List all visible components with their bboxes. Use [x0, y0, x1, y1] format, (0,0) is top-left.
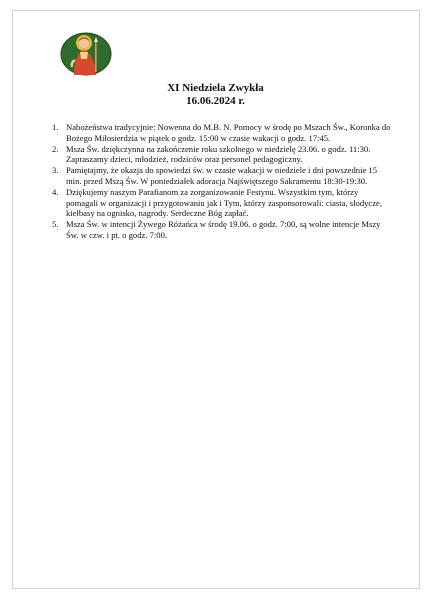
- item-number: 5.: [52, 219, 59, 230]
- announcement-list: [52, 122, 392, 241]
- item-text: Pamiętajmy, że okazja do spowiedzi św. w czasie wakacji w niedziele i dni powszednie 15 min. przed Mszą Św. W poniedziałek adoracja Najświętszego Sakramentu 18:30-19:30.: [66, 165, 378, 186]
- item-number: 1.: [52, 122, 59, 132]
- item-text: Msza Św. dziękczynna na zakończenie roku szkolnego w niedzielę 23.06. o godz. 11:30. Zapraszamy dzieci, młodzież, rodziców oraz personel pedagogiczny.: [66, 143, 371, 165]
- list-item: [52, 187, 392, 219]
- document-title: XI Niedziela Zwykła: [167, 82, 264, 94]
- item-number: 3.: [52, 165, 59, 176]
- saint-emblem-icon: [60, 32, 112, 76]
- list-item: [52, 219, 392, 241]
- item-number: 2.: [52, 143, 59, 154]
- item-number: 4.: [52, 186, 59, 197]
- item-text: Dziękujemy naszym Parafianom za zorganizowanie Festynu. Wszystkim tym, którzy pomagali w organizacji i przygotowaniu jak i Tym, którzy zasponsorowali: ciasta, słodycze, kiełbasy na ognisko, nagrody. Serdeczne Bóg zapłać.: [66, 186, 383, 219]
- list-item: [52, 165, 392, 187]
- list-item: [52, 144, 392, 166]
- item-text: Nabożeństwa tradycyjnie: Nowenna do M.B. N. Pomocy w środę po Mszach Św., Koronka do Bożego Miłosierdzia w piątek o godz. 15:00 w czasie wakacji o godz. 17:45.: [66, 122, 391, 143]
- item-text: Msza Św. w intencji Żywego Różańca w środę 19.06. o godz. 7:00, są wolne intencje Mszy Św. w czw. i pt. o godz. 7:00.: [66, 219, 381, 240]
- document-date: 16.06.2024 r.: [186, 95, 245, 107]
- document-header: [0, 82, 431, 108]
- list-item: [52, 122, 392, 144]
